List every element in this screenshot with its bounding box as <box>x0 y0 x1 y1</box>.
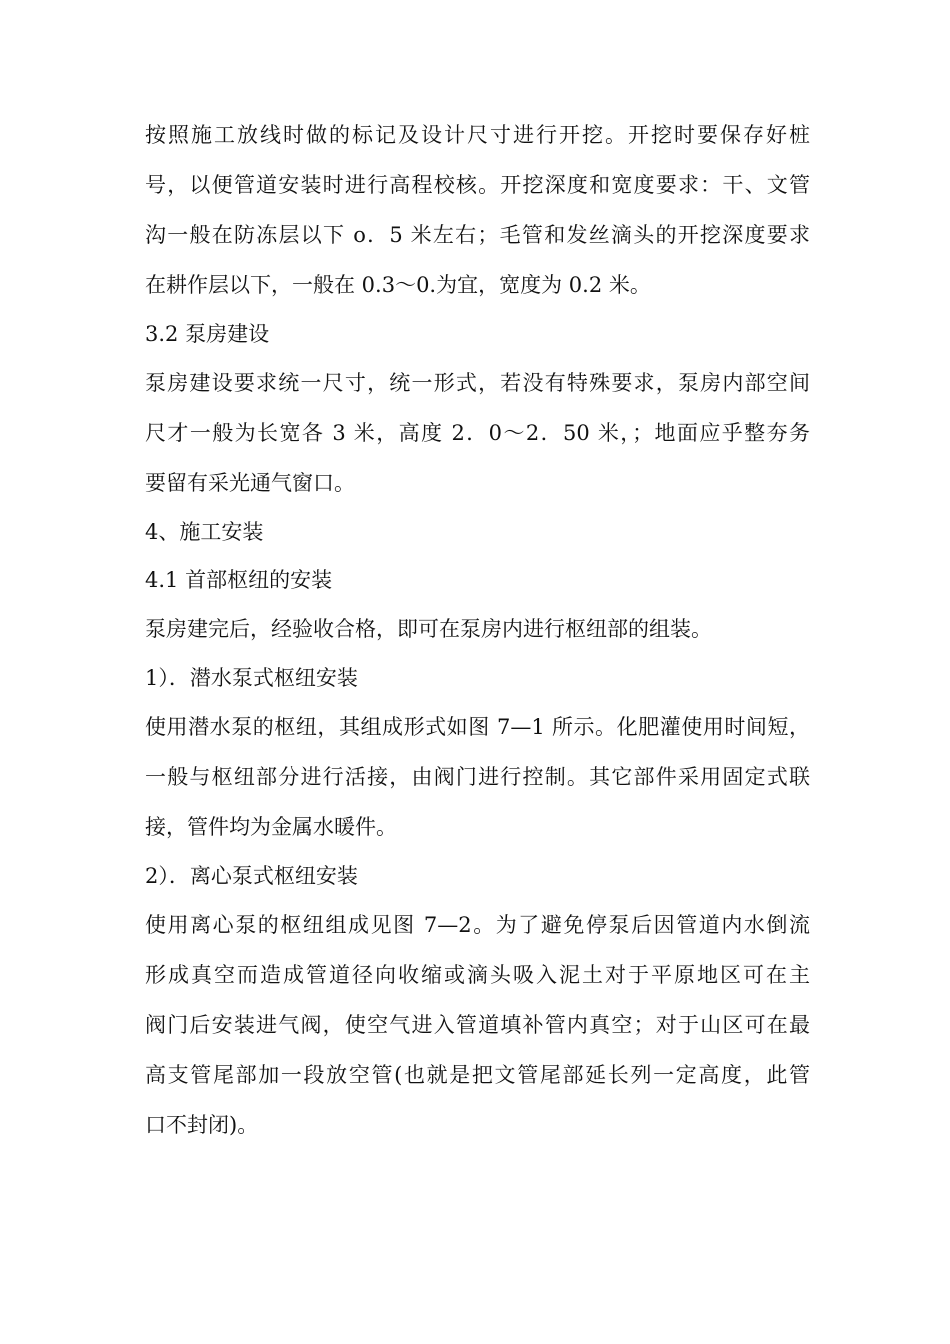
body-text-line: 泵房建完后，经验收合格，即可在泵房内进行枢纽部的组装。 <box>145 617 712 641</box>
subsection-heading-2: 2）．离心泵式枢纽安装 <box>145 864 358 888</box>
section-heading-4-1: 4.1 首部枢纽的安装 <box>145 568 333 592</box>
body-text-line: 按照施工放线时做的标记及设计尺寸进行开挖。开挖时要保存好桩 <box>145 123 810 147</box>
body-text-line: 接，管件均为金属水暖件。 <box>145 815 397 839</box>
body-text-line: 使用离心泵的枢纽组成见图 7—2。为了避免停泵后因管道内水倒流 <box>145 913 810 937</box>
body-text-line: 一般与枢纽部分进行活接，由阀门进行控制。其它部件采用固定式联 <box>145 765 810 789</box>
body-text-line: 使用潜水泵的枢纽，其组成形式如图 7—1 所示。化肥灌使用时间短， <box>145 715 810 739</box>
body-text-line: 阀门后安装进气阀，使空气进入管道填补管内真空；对于山区可在最 <box>145 1013 810 1037</box>
body-text-line: 要留有采光通气窗口。 <box>145 471 355 495</box>
body-text-line: 在耕作层以下，一般在 0.3～0.为宜，宽度为 0.2 米。 <box>145 273 651 297</box>
body-text-line: 口不封闭)。 <box>145 1113 259 1137</box>
body-text-line: 号，以便管道安装时进行高程校核。开挖深度和宽度要求：干、文管 <box>145 173 810 197</box>
document-page <box>145 110 810 1150</box>
body-text-line: 泵房建设要求统一尺寸，统一形式，若没有特殊要求，泵房内部空间 <box>145 371 810 395</box>
subsection-heading-1: 1）．潜水泵式枢纽安装 <box>145 666 358 690</box>
body-text-line: 尺才一般为长宽各 3 米，高度 2．0～2．50 米，；地面应乎整夯务 <box>145 421 810 445</box>
section-heading-4: 4、施工安装 <box>145 520 264 544</box>
body-text-line: 高支管尾部加一段放空管(也就是把文管尾部延长列一定高度，此管 <box>145 1063 810 1087</box>
section-heading-3-2: 3.2 泵房建设 <box>145 322 270 346</box>
body-text-line: 形成真空而造成管道径向收缩或滴头吸入泥土对于平原地区可在主 <box>145 963 810 987</box>
body-text-line: 沟一般在防冻层以下 o．5 米左右；毛管和发丝滴头的开挖深度要求 <box>145 223 810 247</box>
